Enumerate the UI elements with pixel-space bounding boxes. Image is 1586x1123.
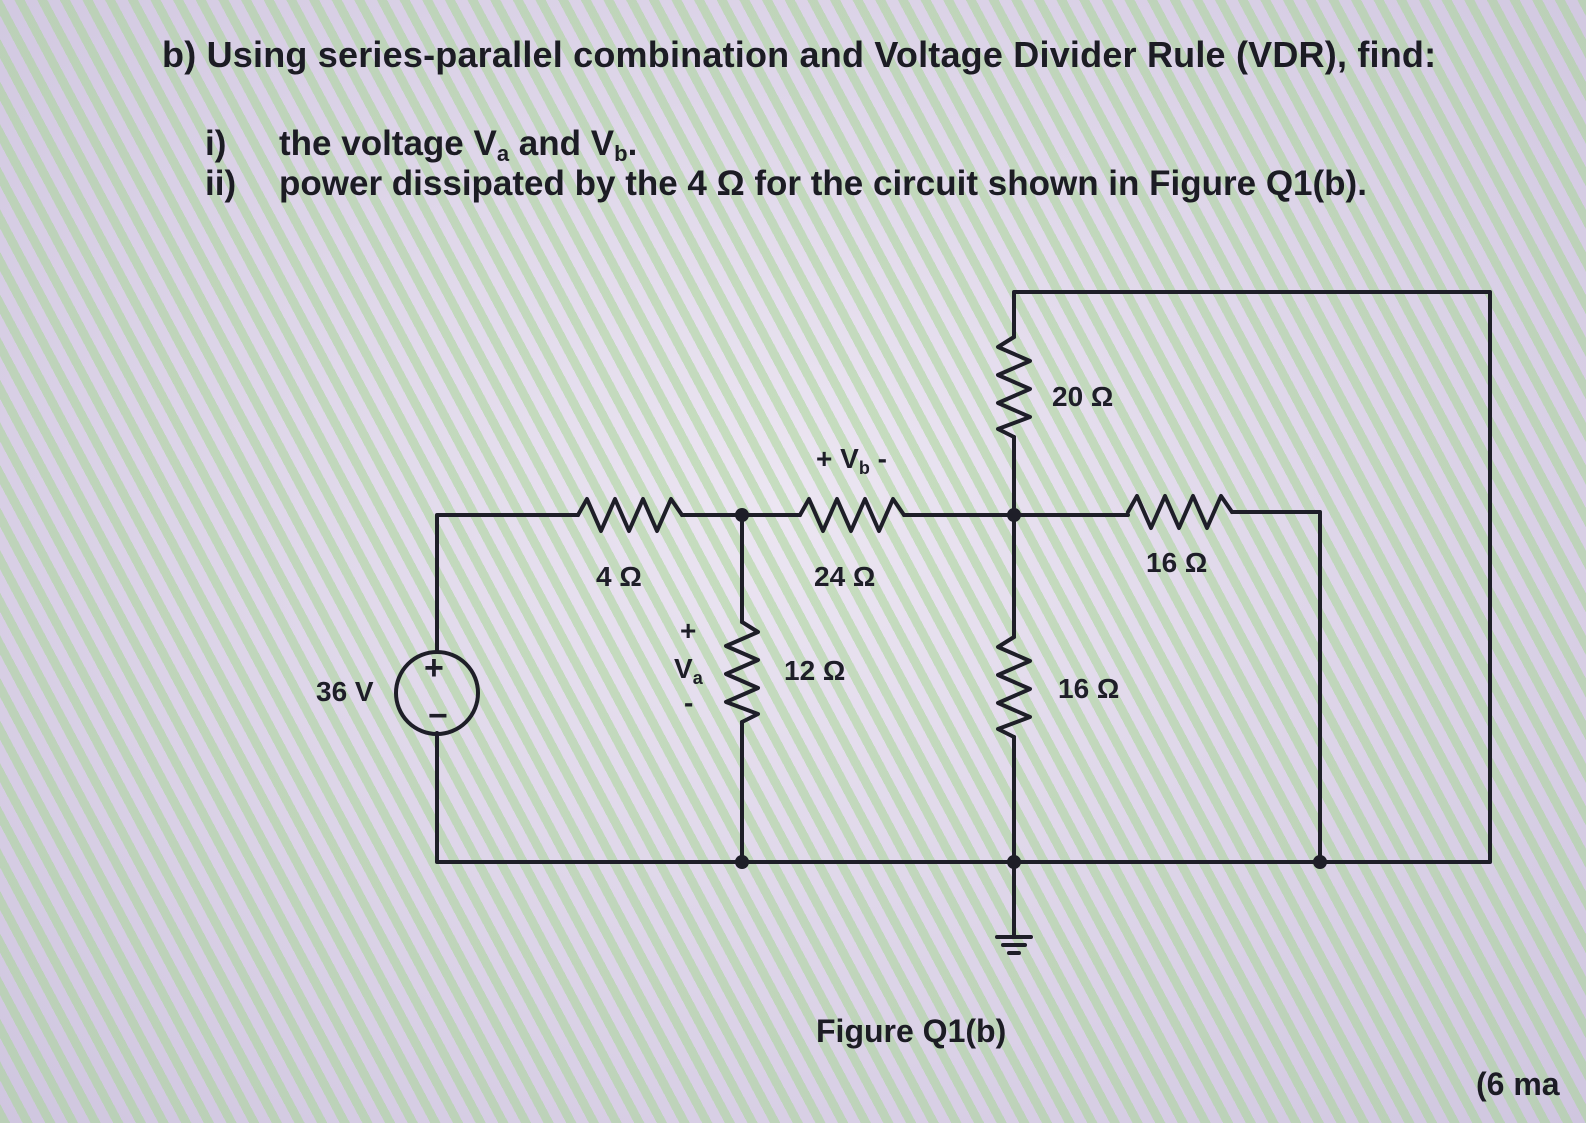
junction-bottom-a xyxy=(735,855,749,869)
wire-left-bottom xyxy=(437,292,1490,862)
resistor-20-ohm xyxy=(998,337,1030,437)
resistor-4-ohm xyxy=(578,499,682,531)
junction-bottom-c xyxy=(1313,855,1327,869)
source-plus-sign: + xyxy=(424,649,444,687)
wire-node-a xyxy=(682,515,800,862)
va-minus-sign: - xyxy=(684,687,694,718)
item-text-part: . xyxy=(627,124,638,163)
resistor-label-24-ohm: 24 Ω xyxy=(814,561,876,592)
item-number: ii) xyxy=(205,164,237,203)
va-label: $V_a$ xyxy=(674,653,703,688)
ground-icon xyxy=(997,937,1031,953)
resistor-label-16-ohm-horizontal: 16 Ω xyxy=(1146,547,1208,578)
resistor-label-12-ohm: 12 Ω xyxy=(784,655,846,686)
item-text-part: and V xyxy=(509,124,615,163)
resistor-16-ohm-horizontal xyxy=(1128,496,1232,528)
resistor-16-ohm-vertical xyxy=(998,637,1030,737)
subscript-b: b xyxy=(614,141,628,166)
resistor-label-20-ohm: 20 Ω xyxy=(1052,381,1114,412)
figure-caption: Figure Q1(b) xyxy=(816,1013,1007,1049)
subscript-a: a xyxy=(496,141,510,166)
wire-left-top xyxy=(437,515,578,652)
item-number: i) xyxy=(205,124,227,163)
resistor-24-ohm xyxy=(800,499,904,531)
resistor-12-ohm xyxy=(726,622,758,722)
source-label: 36 V xyxy=(316,676,374,707)
marks-label: (6 ma xyxy=(1476,1066,1560,1102)
source-minus-sign: − xyxy=(428,697,448,735)
junction-node-a xyxy=(735,508,749,522)
question-heading: b) Using series-parallel combination and Voltage Divider Rule (VDR), find: xyxy=(162,34,1437,75)
item-text-part: . xyxy=(1357,164,1367,203)
figure-reference: Figure Q1(b) xyxy=(1149,164,1358,203)
wire-right xyxy=(1232,512,1320,862)
junction-bottom-b xyxy=(1007,855,1021,869)
resistor-label-16-ohm-vertical: 16 Ω xyxy=(1058,673,1120,704)
resistor-label-4-ohm: 4 Ω xyxy=(596,561,642,592)
item-text-part: the voltage V xyxy=(279,124,497,163)
va-plus-sign: + xyxy=(680,615,697,646)
item-text-part: power dissipated by the 4 Ω for the circuit shown in xyxy=(279,164,1150,203)
junction-node-b xyxy=(1007,508,1021,522)
vb-label: + $V_b$ - xyxy=(816,443,887,478)
